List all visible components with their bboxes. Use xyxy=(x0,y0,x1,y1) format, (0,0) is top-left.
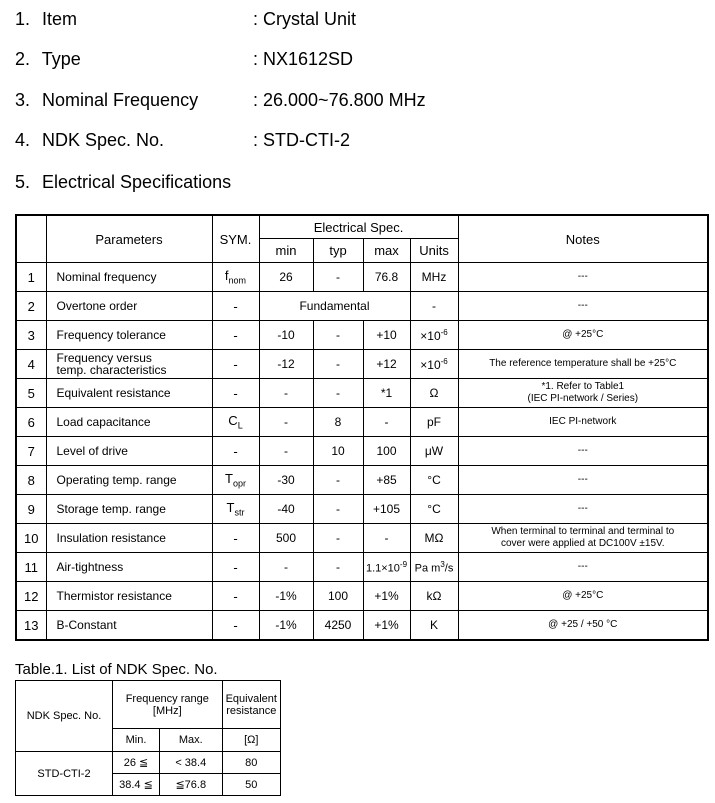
typ-cell: - xyxy=(313,379,363,408)
max-cell: 100 xyxy=(363,437,410,466)
table-row xyxy=(16,611,708,641)
ndk-spec-list-table xyxy=(15,680,281,796)
units-cell: $\times 10^{-6}$ xyxy=(410,321,458,350)
notes-cell: The reference temperature shall be +25°C xyxy=(458,350,708,379)
type-line xyxy=(15,45,354,73)
typ-cell: 4250 xyxy=(313,611,363,641)
symbol-cell: $C_L$ xyxy=(212,408,259,437)
row-number: 11 xyxy=(16,553,46,582)
notes-cell: --- xyxy=(458,553,708,582)
row-number: 10 xyxy=(16,524,46,553)
table-row xyxy=(16,379,708,408)
typ-cell: 8 xyxy=(313,408,363,437)
notes-cell: @ +25°C xyxy=(458,582,708,611)
notes-cell: --- xyxy=(458,466,708,495)
table1-max-cell: < 38.4 xyxy=(159,752,222,774)
units-cell: $\times 10^{-6}$ xyxy=(410,350,458,379)
table-row xyxy=(16,350,708,379)
type-label: Type xyxy=(41,49,81,69)
symbol-cell: - xyxy=(212,437,259,466)
table-row xyxy=(16,466,708,495)
table1-spec-cell: STD-CTI-2 xyxy=(16,752,113,796)
item-line xyxy=(15,5,357,33)
notes-cell: *1. Refer to Table1 (IEC PI-network / Series) xyxy=(458,379,708,408)
units-cell: Ω xyxy=(410,379,458,408)
notes-cell: --- xyxy=(458,437,708,466)
notes-cell: @ +25 / +50 °C xyxy=(458,611,708,641)
symbol-cell: - xyxy=(212,611,259,641)
table1-header-row xyxy=(16,681,281,729)
table-row xyxy=(16,437,708,466)
max-cell: +105 xyxy=(363,495,410,524)
parameter-cell: Storage temp. range xyxy=(46,495,212,524)
typ-cell: - xyxy=(313,524,363,553)
sym-header: SYM. xyxy=(212,215,259,263)
units-cell: pF xyxy=(410,408,458,437)
min-cell: -1% xyxy=(259,611,313,641)
table-row xyxy=(16,752,281,774)
section-5-number: 5. xyxy=(15,172,31,192)
max-cell: 76.8 xyxy=(363,263,410,292)
symbol-cell: - xyxy=(212,321,259,350)
typ-cell: 10 xyxy=(313,437,363,466)
notes-cell: --- xyxy=(458,263,708,292)
row-number: 8 xyxy=(16,466,46,495)
max-cell: - xyxy=(363,408,410,437)
symbol-cell: - xyxy=(212,292,259,321)
parameter-cell: B-Constant xyxy=(46,611,212,641)
units-cell: μW xyxy=(410,437,458,466)
table1-min-header: Min. xyxy=(113,729,160,752)
row-number: 1 xyxy=(16,263,46,292)
parameter-cell: Level of drive xyxy=(46,437,212,466)
max-cell: +10 xyxy=(363,321,410,350)
max-cell: +1% xyxy=(363,611,410,641)
electrical-spec-header: Electrical Spec. xyxy=(259,215,458,239)
item-label: Item xyxy=(42,9,78,29)
units-cell: °C xyxy=(410,495,458,524)
parameter-cell: Frequency versus temp. characteristics xyxy=(46,350,212,379)
row-number: 3 xyxy=(16,321,46,350)
item-number: 1. xyxy=(15,9,31,29)
table1-max-cell: ≦76.8 xyxy=(159,774,222,796)
max-cell: +12 xyxy=(363,350,410,379)
row-number: 7 xyxy=(16,437,46,466)
min-cell: 26 xyxy=(259,263,313,292)
table-row xyxy=(16,582,708,611)
notes-cell: @ +25°C xyxy=(458,321,708,350)
min-cell: - xyxy=(259,553,313,582)
table1-caption: Table.1. List of NDK Spec. No. xyxy=(15,661,218,678)
notes-header: Notes xyxy=(458,215,708,263)
table1-freq-header: Frequency range [MHz] xyxy=(113,681,223,729)
parameters-header: Parameters xyxy=(46,215,212,263)
parameter-cell: Frequency tolerance xyxy=(46,321,212,350)
min-cell: -1% xyxy=(259,582,313,611)
table1-res-cell: 80 xyxy=(222,752,280,774)
notes-cell: --- xyxy=(458,292,708,321)
parameter-cell: Equivalent resistance xyxy=(46,379,212,408)
row-number: 2 xyxy=(16,292,46,321)
typ-cell: - xyxy=(313,553,363,582)
parameter-cell: Nominal frequency xyxy=(46,263,212,292)
ndk-spec-line xyxy=(15,126,350,154)
table-row xyxy=(16,495,708,524)
min-cell: -40 xyxy=(259,495,313,524)
symbol-cell: - xyxy=(212,582,259,611)
table1-eq-header: Equivalent resistance xyxy=(222,681,280,729)
nominal-frequency-line xyxy=(15,86,426,114)
table1-res-cell: 50 xyxy=(222,774,280,796)
ndk-spec-value: : STD-CTI-2 xyxy=(253,130,350,150)
nominal-frequency-value: : 26.000~76.800 MHz xyxy=(253,90,426,110)
no-header xyxy=(16,215,46,263)
item-value: : Crystal Unit xyxy=(253,9,357,29)
row-number: 13 xyxy=(16,611,46,641)
symbol-cell: - xyxy=(212,379,259,408)
row-number: 6 xyxy=(16,408,46,437)
min-cell: -30 xyxy=(259,466,313,495)
symbol-cell: - xyxy=(212,350,259,379)
symbol-cell: - xyxy=(212,553,259,582)
typ-cell: - xyxy=(313,321,363,350)
units-cell: K xyxy=(410,611,458,641)
row-number: 9 xyxy=(16,495,46,524)
table-row xyxy=(16,408,708,437)
symbol-cell: $T_{str}$ xyxy=(212,495,259,524)
table-row xyxy=(16,553,708,582)
max-cell: +85 xyxy=(363,466,410,495)
table-row xyxy=(16,263,708,292)
parameter-cell: Operating temp. range xyxy=(46,466,212,495)
min-cell: 500 xyxy=(259,524,313,553)
row-number: 4 xyxy=(16,350,46,379)
units-cell: kΩ xyxy=(410,582,458,611)
max-cell: $1.1\times 10^{-9}$ xyxy=(363,553,410,582)
typ-header: typ xyxy=(313,239,363,263)
typ-cell: - xyxy=(313,495,363,524)
max-header: max xyxy=(363,239,410,263)
typ-cell: - xyxy=(313,263,363,292)
typ-cell: - xyxy=(313,466,363,495)
section-5-label: Electrical Specifications xyxy=(42,172,232,192)
min-cell: - xyxy=(259,408,313,437)
symbol-cell: $T_{opr}$ xyxy=(212,466,259,495)
table1-spec-header: NDK Spec. No. xyxy=(16,681,113,752)
ndk-spec-number: 4. xyxy=(15,130,31,150)
min-cell: - xyxy=(259,379,313,408)
min-cell: -10 xyxy=(259,321,313,350)
merged-spec-cell: Fundamental xyxy=(259,292,410,321)
row-number: 5 xyxy=(16,379,46,408)
units-cell: Pa $m^3/s$ xyxy=(410,553,458,582)
min-cell: - xyxy=(259,437,313,466)
units-cell: MΩ xyxy=(410,524,458,553)
table1-min-cell: 26 ≦ xyxy=(113,752,160,774)
min-header: min xyxy=(259,239,313,263)
row-number: 12 xyxy=(16,582,46,611)
typ-cell: - xyxy=(313,350,363,379)
notes-cell: --- xyxy=(458,495,708,524)
nominal-frequency-label: Nominal Frequency xyxy=(42,90,199,110)
section-5-heading xyxy=(15,168,231,196)
symbol-cell: $f_{nom}$ xyxy=(212,263,259,292)
electrical-spec-table xyxy=(15,214,709,641)
spec-header-row xyxy=(16,215,708,239)
table1-max-header: Max. xyxy=(159,729,222,752)
parameter-cell: Thermistor resistance xyxy=(46,582,212,611)
symbol-cell: - xyxy=(212,524,259,553)
units-cell: °C xyxy=(410,466,458,495)
type-value: : NX1612SD xyxy=(253,49,354,69)
notes-cell: IEC PI-network xyxy=(458,408,708,437)
type-number: 2. xyxy=(15,49,31,69)
parameter-cell: Overtone order xyxy=(46,292,212,321)
parameter-cell: Insulation resistance xyxy=(46,524,212,553)
typ-cell: 100 xyxy=(313,582,363,611)
units-cell: MHz xyxy=(410,263,458,292)
units-header: Units xyxy=(410,239,458,263)
max-cell: - xyxy=(363,524,410,553)
table1-unit-header: [Ω] xyxy=(222,729,280,752)
table-row xyxy=(16,524,708,553)
table1-min-cell: 38.4 ≦ xyxy=(113,774,160,796)
min-cell: -12 xyxy=(259,350,313,379)
table-row xyxy=(16,321,708,350)
parameter-cell: Air-tightness xyxy=(46,553,212,582)
notes-cell: When terminal to terminal and terminal to cover were applied at DC100V ±15V. xyxy=(458,524,708,553)
table-row xyxy=(16,292,708,321)
nominal-frequency-number: 3. xyxy=(15,90,31,110)
units-cell: - xyxy=(410,292,458,321)
ndk-spec-label: NDK Spec. No. xyxy=(42,130,165,150)
max-cell: *1 xyxy=(363,379,410,408)
parameter-cell: Load capacitance xyxy=(46,408,212,437)
max-cell: +1% xyxy=(363,582,410,611)
